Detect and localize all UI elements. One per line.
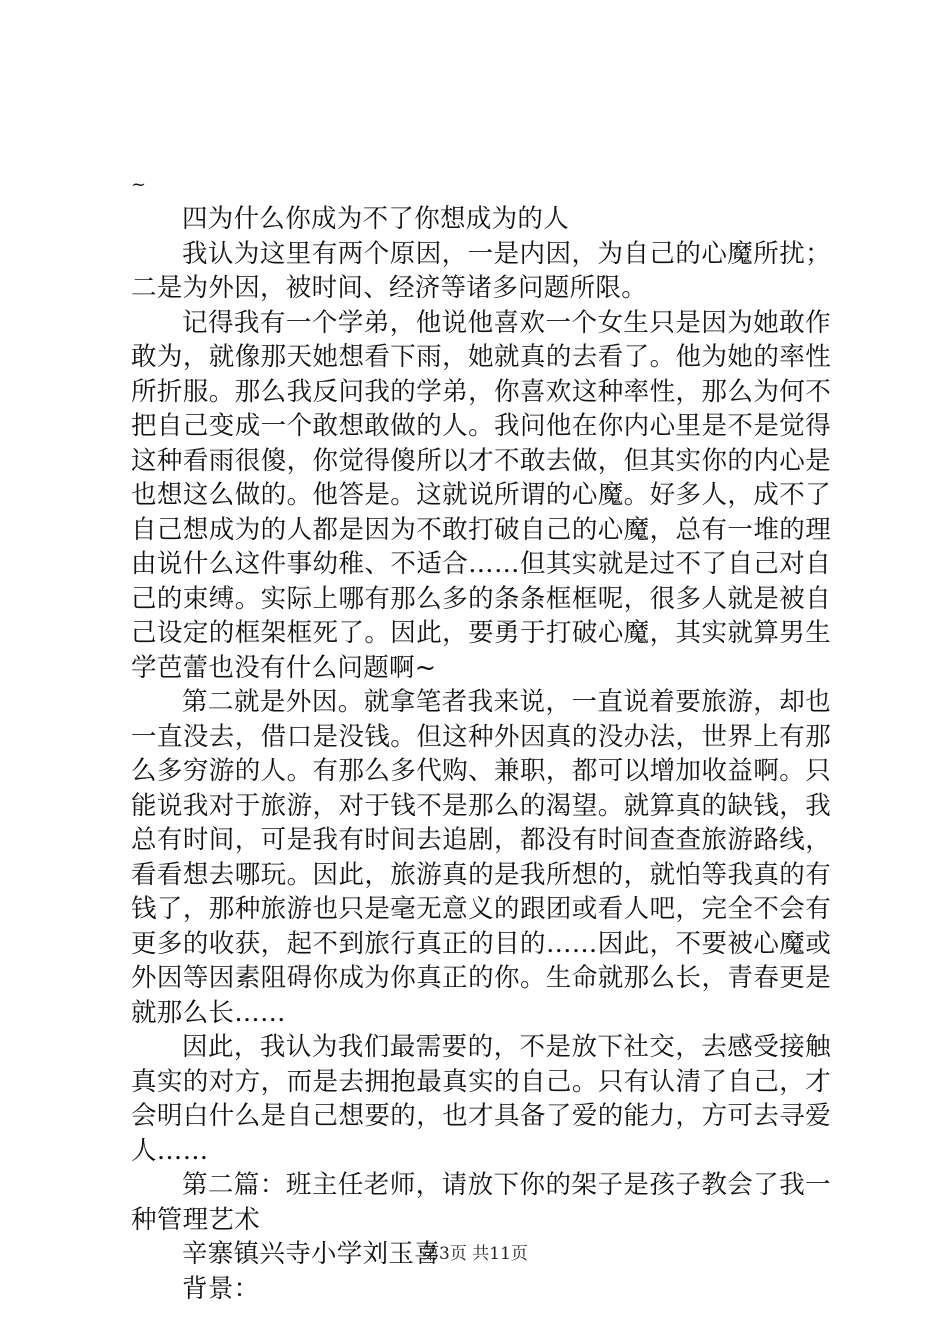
article-title: 第二篇：班主任老师，请放下你的架子是孩子教会了我一种管理艺术 xyxy=(131,1170,831,1235)
paragraph-conclusion: 因此，我认为我们最需要的，不是放下社交，去感受接触真实的对方，而是去拥抱最真实的自己。只有认清了自己，才会明白什么是自己想要的，也才具备了爱的能力，方可去寻爱人…… xyxy=(131,1032,831,1166)
background-label: 背景： xyxy=(182,1273,260,1304)
paragraph-reasons: 我认为这里有两个原因，一是内因，为自己的心魔所扰；二是为外因，被时间、经济等诸多问题所限。 xyxy=(131,238,831,303)
paragraph-inner-demon: 记得我有一个学弟，他说他喜欢一个女生只是因为她敢作敢为，就像那天她想看下雨，她就真的去看了。他为她的率性所折服。那么我反问我的学弟，你喜欢这种率性，那么为何不把自己变成一个敢想敢做的人。我问他在你内心里是不是觉得这种看雨很傻，你觉得傻所以才不敢去做，但其实你的内心是也想这么做的。他答是。这就说所谓的心魔。好多人，成不了自己想成为的人都是因为不敢打破自己的心魔，总有一堆的理由说什么这件事幼稚、不适合……但其实就是过不了自己对自己的束缚。实际上哪有那么多的条条框框呢，很多人就是被自己设定的框架框死了。因此，要勇于打破心魔，其实就算男生学芭蕾也没有什么问题啊~ xyxy=(131,307,831,683)
paragraph-external-cause: 第二就是外因。就拿笔者我来说，一直说着要旅游，却也一直没去，借口是没钱。但这种外因真的没办法，世界上有那么多穷游的人。有那么多代购、兼职，都可以增加收益啊。只能说我对于旅游，对于钱不是那么的渴望。就算真的缺钱，我总有时间，可是我有时间去追剧，都没有时间查查旅游路线，看看想去哪玩。因此，旅游真的是我所想的，就怕等我真的有钱了，那种旅游也只是毫无意义的跟团或看人吧，完全不会有更多的收获，起不到旅行真正的目的……因此，不要被心魔或外因等因素阻碍你成为你真正的你。生命就那么长，青春更是就那么长…… xyxy=(131,687,831,1028)
document-body xyxy=(131,168,831,1306)
author-line: 辛寨镇兴寺小学刘玉喜 xyxy=(182,1239,441,1269)
section-heading: 四为什么你成为不了你想成为的人 xyxy=(182,204,570,234)
page-number-footer: 第3页 共11页 xyxy=(422,1244,528,1264)
lead-mark: ~ xyxy=(131,174,147,195)
